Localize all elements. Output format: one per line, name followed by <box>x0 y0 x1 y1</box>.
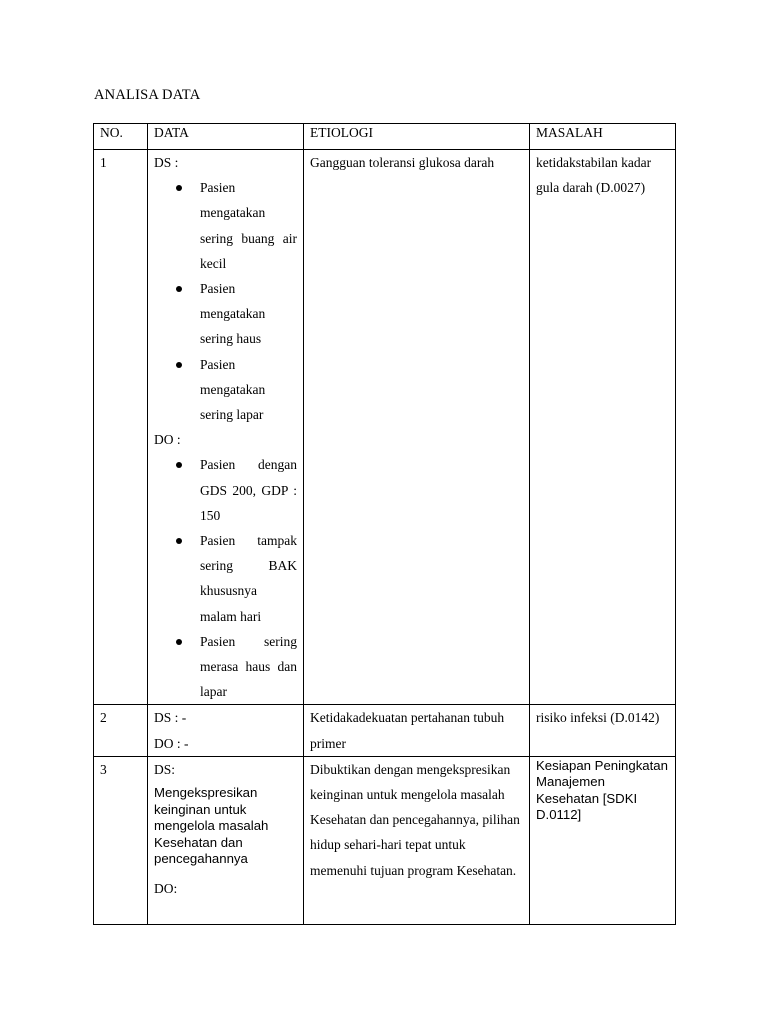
header-data: DATA <box>148 124 304 150</box>
row-number: 1 <box>94 150 148 705</box>
ds-label: DS : - <box>154 710 187 726</box>
list-item: Pasien mengatakan sering haus <box>174 276 297 352</box>
data-cell <box>148 756 304 924</box>
header-etiologi: ETIOLOGI <box>304 124 530 150</box>
list-item: Pasien mengatakan sering buang air kecil <box>174 175 297 276</box>
etiologi-cell: Gangguan toleransi glukosa darah <box>304 150 530 705</box>
header-no: NO. <box>94 124 148 150</box>
do-list <box>154 452 297 704</box>
do-label: DO : <box>154 432 181 448</box>
do-label: DO: <box>154 880 178 896</box>
row-number: 2 <box>94 705 148 756</box>
list-item: Pasien mengatakan sering lapar <box>174 352 297 428</box>
list-item: Pasien tampak sering BAK khususnya malam hari <box>174 528 297 629</box>
ds-label: DS: <box>154 761 176 777</box>
ds-label: DS : <box>154 155 179 170</box>
table-row <box>94 705 676 756</box>
data-cell <box>148 705 304 756</box>
table-row <box>94 756 676 924</box>
list-item: Pasien sering merasa haus dan lapar <box>174 629 297 705</box>
ds-list <box>154 175 297 427</box>
masalah-cell: ketidakstabilan kadar gula darah (D.0027) <box>530 150 676 705</box>
etiologi-cell: Ketidakadekuatan pertahanan tubuh primer <box>304 705 530 756</box>
page-title: ANALISA DATA <box>94 87 201 103</box>
table-row <box>94 150 676 705</box>
row-number: 3 <box>94 756 148 924</box>
data-cell <box>148 150 304 705</box>
header-masalah: MASALAH <box>530 124 676 150</box>
table-header-row <box>94 124 676 150</box>
analysis-table <box>93 123 676 925</box>
ds-text: Mengekspresikan keinginan untuk mengelola masalah Kesehatan dan pencegahannya <box>154 785 269 867</box>
etiologi-cell: Dibuktikan dengan mengekspresikan keinginan untuk mengelola masalah Kesehatan dan pencegahannya, pilihan hidup sehari-hari tepat untuk memenuhi tujuan program Kesehatan. <box>304 756 530 924</box>
do-label: DO : - <box>154 735 189 751</box>
masalah-cell: Kesiapan Peningkatan Manajemen Kesehatan [SDKI D.0112] <box>530 756 676 924</box>
list-item: Pasien dengan GDS 200, GDP : 150 <box>174 452 297 528</box>
masalah-cell: risiko infeksi (D.0142) <box>530 705 676 756</box>
